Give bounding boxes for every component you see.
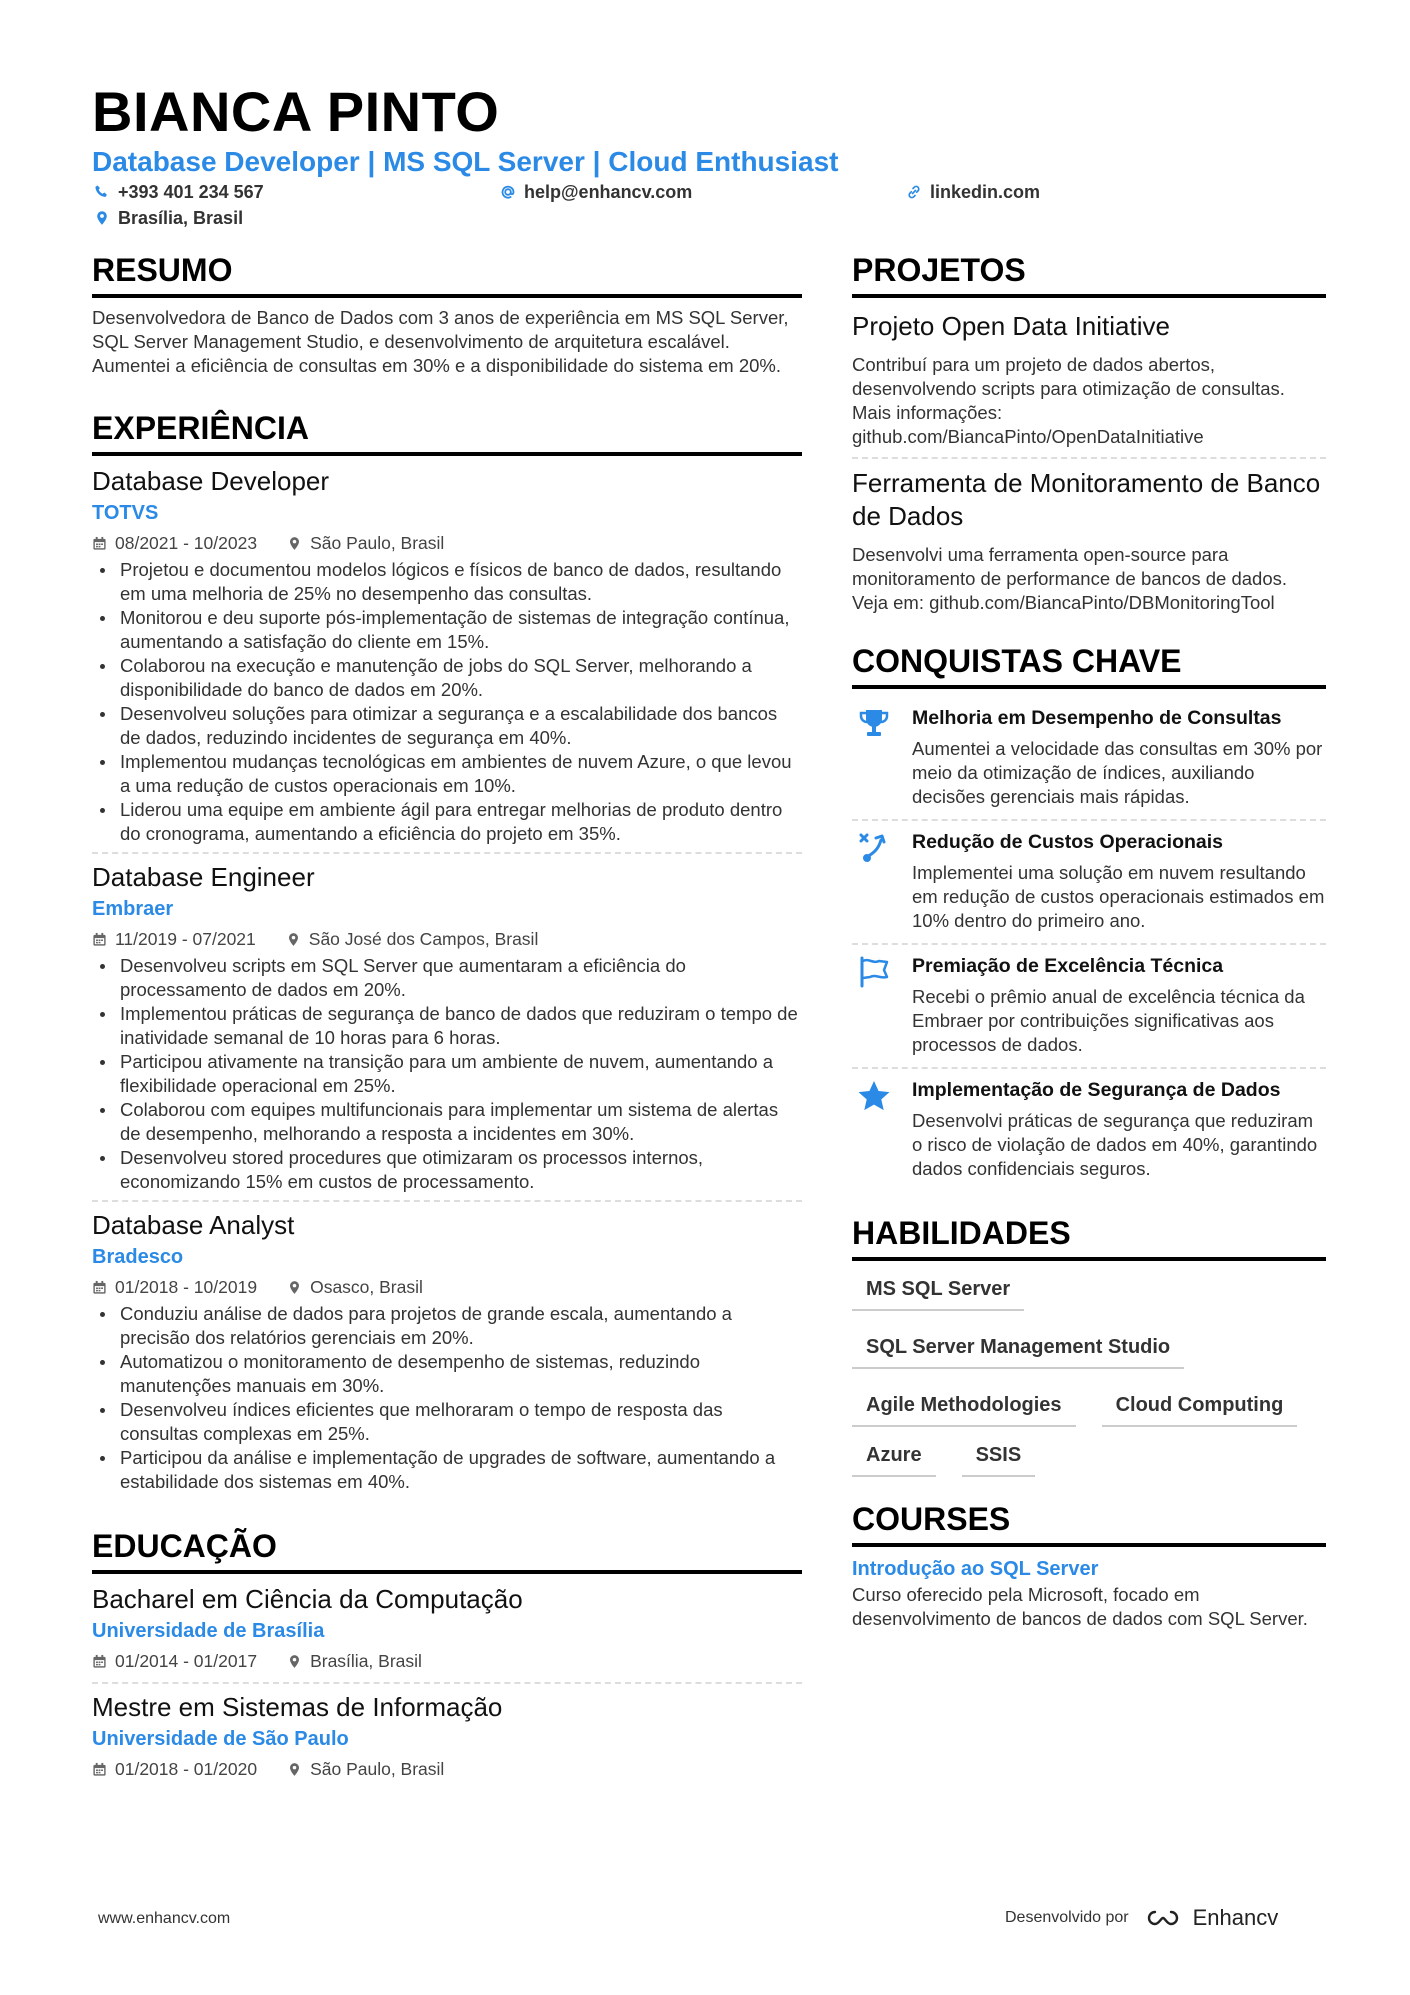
- bullet-item: Desenvolveu índices eficientes que melhoraram o tempo de resposta das consultas complexas em 25%.: [92, 1398, 802, 1446]
- achievement-entry: [852, 943, 1326, 1067]
- job-meta: [92, 1274, 802, 1300]
- job-title: Database Analyst: [92, 1210, 295, 1240]
- bullet-item: Automatizou o monitoramento de desempenho de sistemas, reduzindo manutenções manuais em 30%.: [92, 1350, 802, 1398]
- contact-location: [94, 206, 243, 230]
- achievement-title: Implementação de Segurança de Dados: [912, 1079, 1281, 1101]
- linkedin-text[interactable]: linkedin.com: [930, 182, 1041, 202]
- education-title: EDUCAÇÃO: [92, 1526, 802, 1574]
- bullet-item: Implementou mudanças tecnológicas em ambientes de nuvem Azure, o que levou a uma redução de custos operacionais em 10%.: [92, 750, 802, 798]
- job-dates: 01/2018 - 10/2019: [115, 1277, 258, 1297]
- calendar-icon: [92, 1280, 107, 1295]
- contact-phone: [94, 180, 264, 204]
- achievement-title: Redução de Custos Operacionais: [912, 831, 1224, 853]
- star-icon: [857, 1079, 891, 1113]
- education-dates: 01/2014 - 01/2017: [115, 1651, 258, 1671]
- bullet-item: Projetou e documentou modelos lógicos e físicos de banco de dados, resultando em uma melhoria de 25% no desempenho das consultas.: [92, 558, 802, 606]
- school-name: Universidade de Brasília: [92, 1620, 325, 1642]
- enhancv-logo-icon: [1141, 1907, 1185, 1929]
- achievement-text: Implementei uma solução em nuvem resultando em redução de custos operacionais estimados em 10% dentro do primeiro ano.: [912, 862, 1325, 931]
- job-bullets: [92, 1302, 802, 1494]
- bullet-item: Desenvolveu scripts em SQL Server que aumentaram a eficiência do processamento de dados em 20%.: [92, 954, 802, 1002]
- location-pin-icon: [94, 210, 110, 226]
- project-text: Desenvolvi uma ferramenta open-source para monitoramento de performance de bancos de dados. Veja em: github.com/BiancaPinto/DBMonitoringTool: [852, 544, 1288, 613]
- skill-chip: Azure: [852, 1435, 936, 1477]
- brand-logo[interactable]: [1141, 1905, 1279, 1931]
- skill-chip: MS SQL Server: [852, 1269, 1024, 1311]
- calendar-icon: [92, 1654, 107, 1669]
- email-text[interactable]: help@enhancv.com: [524, 182, 693, 202]
- bullet-item: Colaborou na execução e manutenção de jobs do SQL Server, melhorando a disponibilidade do banco de dados em 20%.: [92, 654, 802, 702]
- job-bullets: [92, 954, 802, 1194]
- summary-text: Desenvolvedora de Banco de Dados com 3 anos de experiência em MS SQL Server, SQL Server Management Studio, e desenvolvimento de arquitetura escalável. Aumentei a eficiência de consultas em 30% e a disponibilidade do sistema em 20%.: [92, 307, 789, 376]
- powered-by-text: Desenvolvido por: [1005, 1909, 1129, 1926]
- calendar-icon: [92, 932, 107, 947]
- job-title: Database Developer: [92, 466, 330, 496]
- summary-title: RESUMO: [92, 250, 802, 298]
- achievement-entry: [852, 697, 1326, 819]
- job-meta: [92, 926, 802, 952]
- experience-section: [92, 408, 802, 1500]
- phone-icon: [94, 184, 110, 200]
- bullet-item: Liderou uma equipe em ambiente ágil para entregar melhorias de produto dentro do cronograma, aumentando a eficiência do projeto em 35%.: [92, 798, 802, 846]
- job-bullets: [92, 558, 802, 846]
- bullet-item: Participou ativamente na transição para um ambiente de nuvem, aumentando a flexibilidade operacional em 25%.: [92, 1050, 802, 1098]
- courses-section: [852, 1499, 1326, 1631]
- brand-name: Enhancv: [1192, 1905, 1279, 1930]
- courses-title: COURSES: [852, 1499, 1326, 1547]
- location-pin-icon: [287, 1762, 302, 1777]
- degree-title: Mestre em Sistemas de Informação: [92, 1692, 503, 1722]
- achievements-title: CONQUISTAS CHAVE: [852, 641, 1326, 689]
- projects-title: PROJETOS: [852, 250, 1326, 298]
- contact-linkedin[interactable]: [906, 180, 1040, 204]
- footer-website[interactable]: www.enhancv.com: [98, 1910, 231, 1927]
- job-dates: 11/2019 - 07/2021: [115, 929, 256, 949]
- education-location: Brasília, Brasil: [310, 1651, 422, 1671]
- education-meta: [92, 1648, 802, 1674]
- achievement-entry: [852, 1067, 1326, 1191]
- bullet-item: Implementou práticas de segurança de banco de dados que reduziram o tempo de inatividade semanal de 10 horas para 6 horas.: [92, 1002, 802, 1050]
- job-entry: [92, 464, 802, 852]
- candidate-name: BIANCA PINTO: [92, 80, 500, 143]
- skills-section: [852, 1213, 1326, 1477]
- left-column: [92, 250, 802, 1790]
- link-icon: [906, 184, 922, 200]
- location-pin-icon: [286, 932, 301, 947]
- achievement-title: Melhoria em Desempenho de Consultas: [912, 707, 1282, 729]
- bullet-item: Participou da análise e implementação de upgrades de software, aumentando a estabilidade dos sistemas em 40%.: [92, 1446, 802, 1494]
- bullet-item: Desenvolveu stored procedures que otimizaram os processos internos, economizando 15% em custos de processamento.: [92, 1146, 802, 1194]
- education-entry: [92, 1682, 802, 1790]
- contact-email[interactable]: [500, 180, 692, 204]
- course-title: Introdução ao SQL Server: [852, 1558, 1099, 1580]
- education-dates: 01/2018 - 01/2020: [115, 1759, 258, 1779]
- school-name: Universidade de São Paulo: [92, 1728, 349, 1750]
- achievements-section: [852, 641, 1326, 1191]
- headline: Database Developer | MS SQL Server | Cloud Enthusiast: [92, 146, 839, 177]
- bullet-item: Desenvolveu soluções para otimizar a segurança e a escalabilidade dos bancos de dados, reduzindo incidentes de segurança em 40%.: [92, 702, 802, 750]
- location-text: Brasília, Brasil: [118, 208, 244, 228]
- job-location: Osasco, Brasil: [310, 1277, 423, 1297]
- project-text: Contribuí para um projeto de dados abertos, desenvolvendo scripts para otimização de consultas. Mais informações: github.com/BiancaPinto/OpenDataInitiative: [852, 354, 1285, 447]
- job-location: São José dos Campos, Brasil: [308, 929, 539, 949]
- phone-text: +393 401 234 567: [118, 182, 264, 202]
- company-name: TOTVS: [92, 502, 159, 524]
- skill-chip: SSIS: [962, 1435, 1036, 1477]
- trophy-icon: [857, 707, 891, 741]
- achievement-text: Recebi o prêmio anual de excelência técnica da Embraer por contribuições significativas aos processos de dados.: [912, 986, 1305, 1055]
- job-meta: [92, 530, 802, 556]
- job-entry: [92, 1200, 802, 1500]
- achievement-text: Desenvolvi práticas de segurança que reduziram o risco de violação de dados em 40%, garantindo dados confidenciais seguros.: [912, 1110, 1318, 1179]
- skills-list: [852, 1269, 1326, 1477]
- projects-section: [852, 250, 1326, 623]
- education-meta: [92, 1756, 802, 1782]
- job-entry: [92, 852, 802, 1200]
- at-icon: [500, 184, 516, 200]
- calendar-icon: [92, 536, 107, 551]
- company-name: Bradesco: [92, 1246, 184, 1268]
- education-section: [92, 1526, 802, 1790]
- course-text: Curso oferecido pela Microsoft, focado em desenvolvimento de bancos de dados com SQL Server.: [852, 1584, 1308, 1629]
- flag-icon: [857, 955, 891, 989]
- location-pin-icon: [287, 1280, 302, 1295]
- degree-title: Bacharel em Ciência da Computação: [92, 1584, 523, 1614]
- achievement-title: Premiação de Excelência Técnica: [912, 955, 1224, 977]
- project-entry: [852, 306, 1326, 457]
- calendar-icon: [92, 1762, 107, 1777]
- project-title: Ferramenta de Monitoramento de Banco de Dados: [852, 468, 1321, 531]
- strategy-icon: [857, 831, 891, 865]
- project-entry: [852, 457, 1326, 623]
- skill-chip: Cloud Computing: [1102, 1385, 1298, 1427]
- skill-chip: SQL Server Management Studio: [852, 1327, 1184, 1369]
- job-title: Database Engineer: [92, 862, 315, 892]
- bullet-item: Conduziu análise de dados para projetos de grande escala, aumentando a precisão dos relatórios gerenciais em 20%.: [92, 1302, 802, 1350]
- project-title: Projeto Open Data Initiative: [852, 311, 1170, 341]
- achievement-entry: [852, 819, 1326, 943]
- location-pin-icon: [287, 536, 302, 551]
- skills-title: HABILIDADES: [852, 1213, 1326, 1261]
- footer-branding: [1005, 1905, 1278, 1931]
- summary-section: [92, 250, 802, 378]
- experience-title: EXPERIÊNCIA: [92, 408, 802, 456]
- company-name: Embraer: [92, 898, 174, 920]
- bullet-item: Monitorou e deu suporte pós-implementação de sistemas de integração contínua, aumentando a satisfação do cliente em 15%.: [92, 606, 802, 654]
- achievement-text: Aumentei a velocidade das consultas em 30% por meio da otimização de índices, auxiliando decisões gerenciais mais rápidas.: [912, 738, 1323, 807]
- skill-chip: Agile Methodologies: [852, 1385, 1076, 1427]
- right-column: [852, 250, 1326, 1631]
- job-dates: 08/2021 - 10/2023: [115, 533, 258, 553]
- education-location: São Paulo, Brasil: [310, 1759, 445, 1779]
- bullet-item: Colaborou com equipes multifuncionais para implementar um sistema de alertas de desempenho, melhorando a resposta a incidentes em 30%.: [92, 1098, 802, 1146]
- job-location: São Paulo, Brasil: [310, 533, 445, 553]
- education-entry: [92, 1582, 802, 1682]
- location-pin-icon: [287, 1654, 302, 1669]
